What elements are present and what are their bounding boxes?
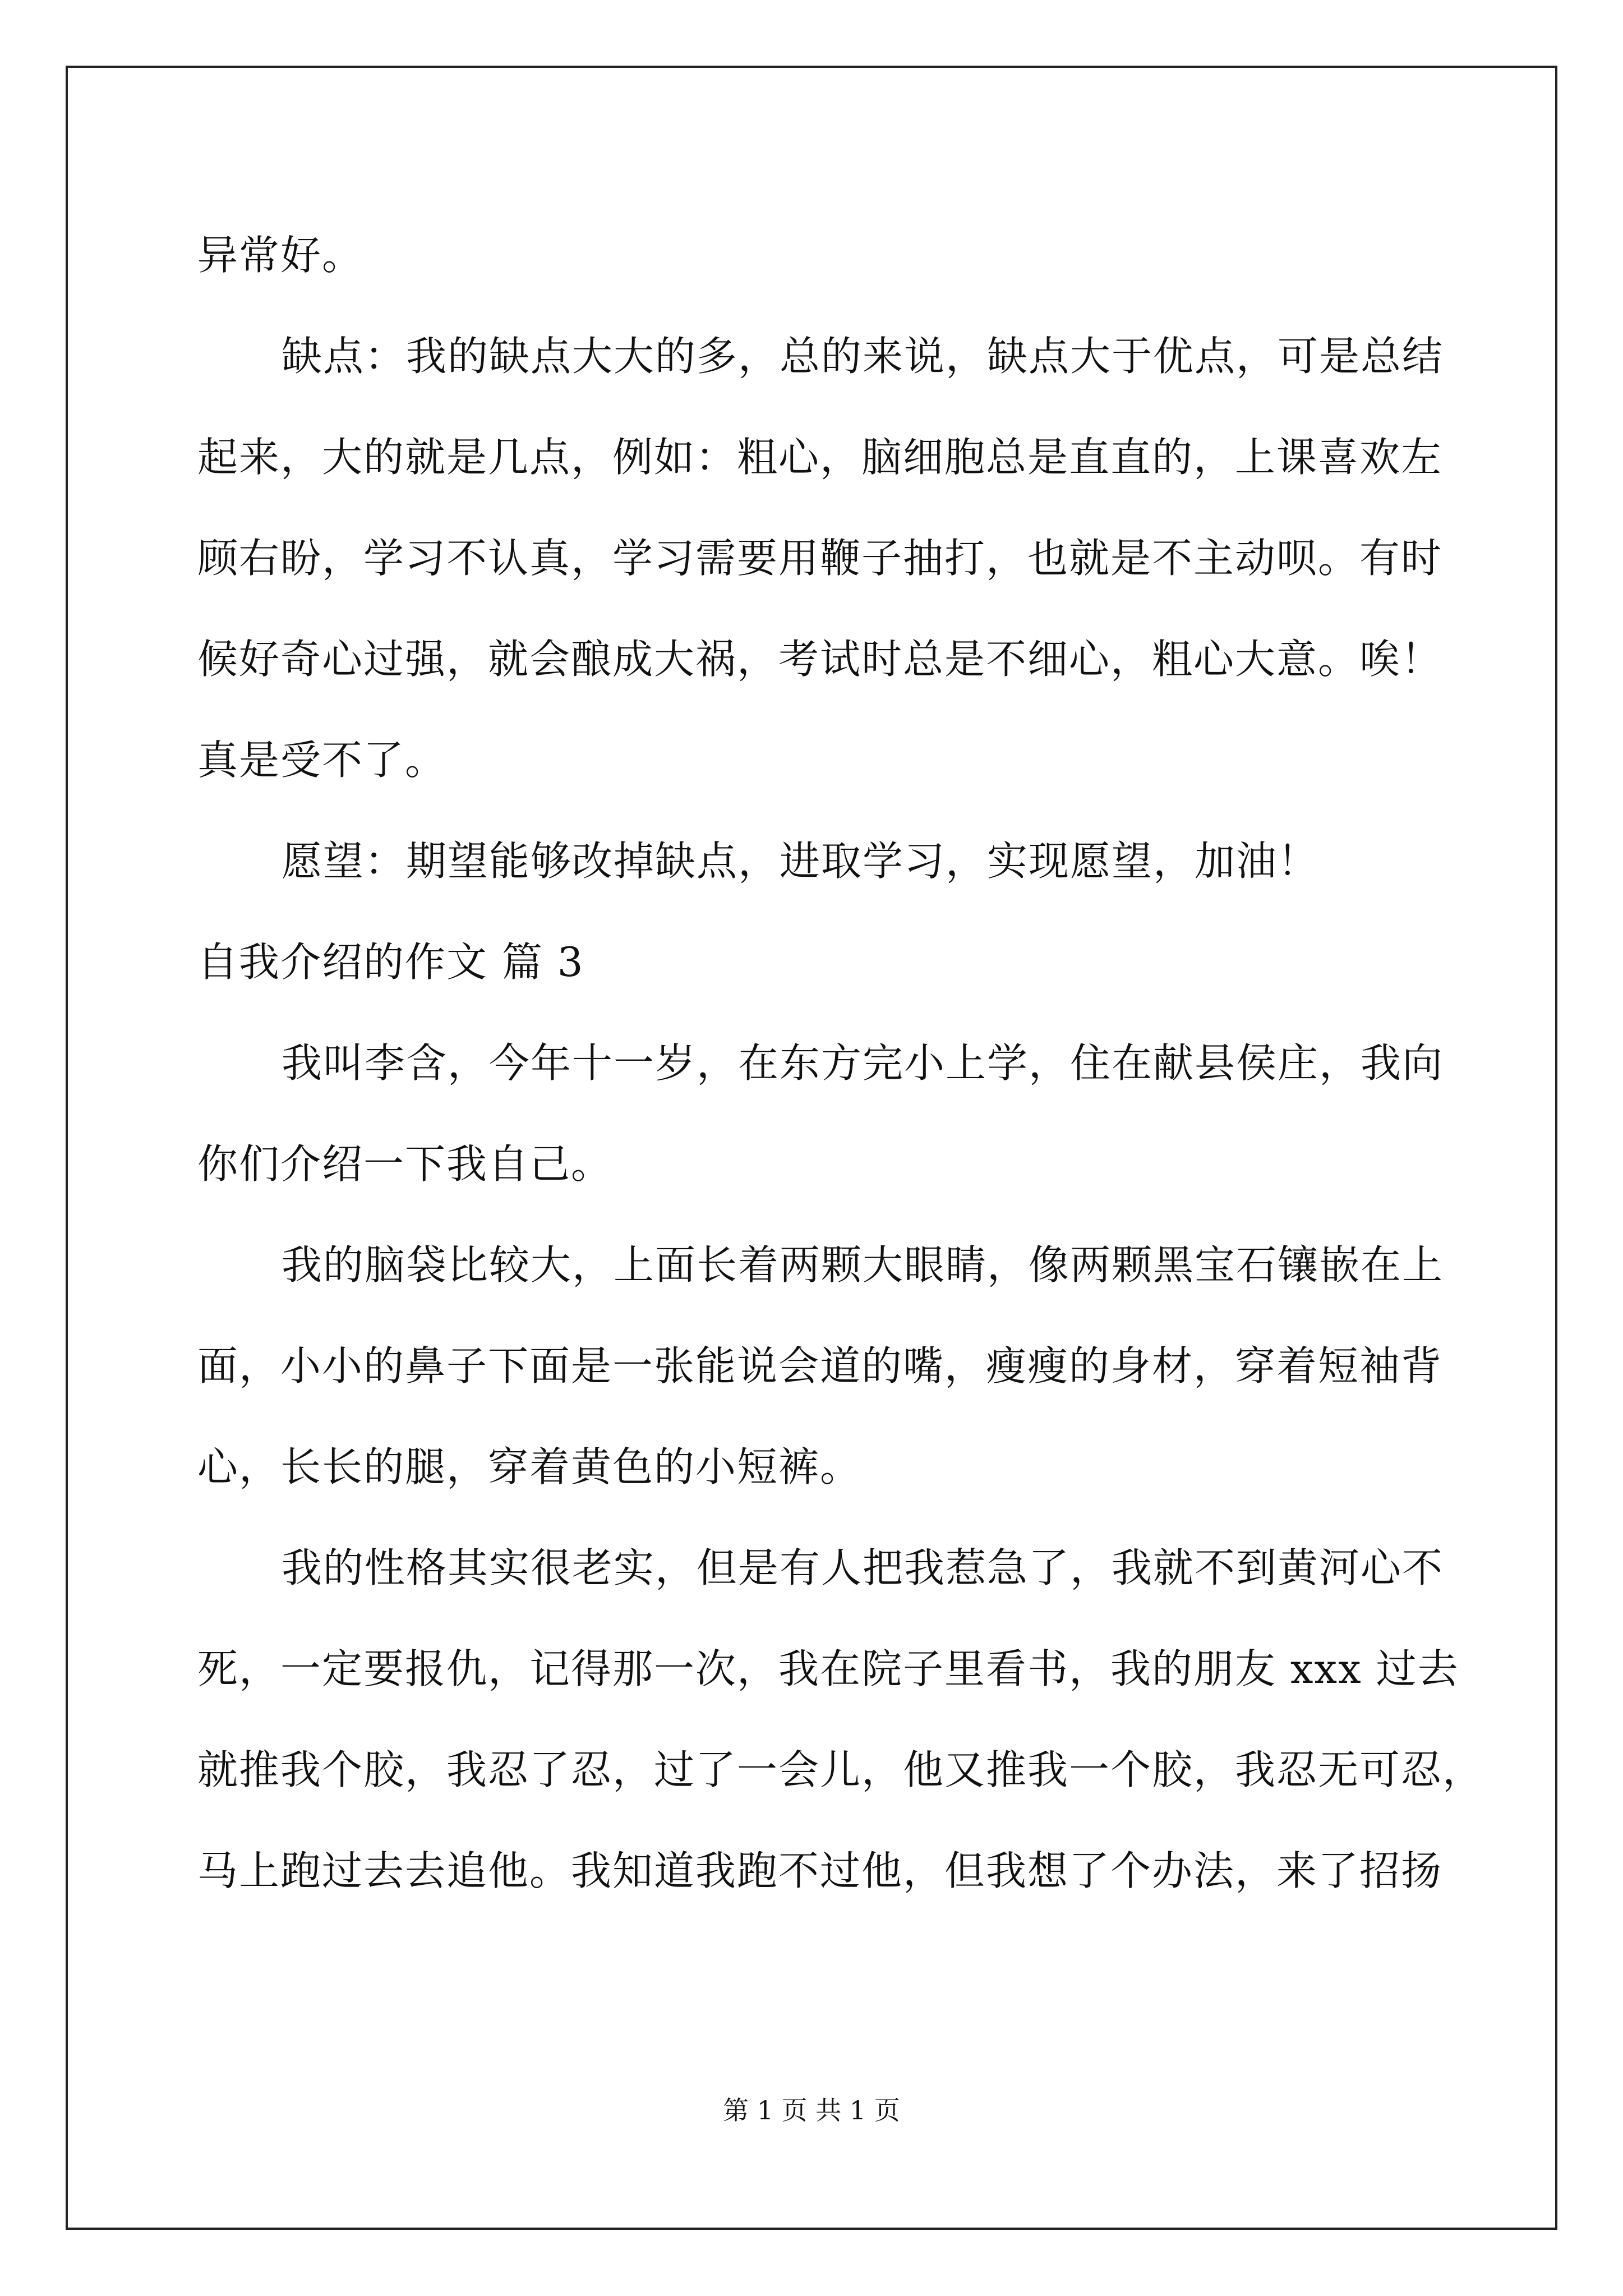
text-line-15: 死，一定要报仇，记得那一次，我在院子里看书，我的朋友 xxx 过去 (197, 1645, 1459, 1692)
text-line-1: 异常好。 (197, 232, 364, 279)
text-line-13: 心，长长的腿，穿着黄色的小短裤。 (197, 1443, 862, 1490)
text-line-2: 缺点：我的缺点大大的多，总的来说，缺点大于优点，可是总结 (282, 333, 1444, 380)
text-line-16: 就推我个胶，我忍了忍，过了一会儿，他又推我一个胶，我忍无可忍， (197, 1746, 1484, 1793)
text-line-14: 我的性格其实很老实，但是有人把我惹急了，我就不到黄河心不 (282, 1544, 1444, 1591)
page-footer: 第 1 页 共 1 页 (723, 2095, 900, 2125)
text-line-5: 候好奇心过强，就会酿成大祸，考试时总是不细心，粗心大意。唉！ (197, 636, 1443, 683)
text-line-7: 愿望：期望能够改掉缺点，进取学习，实现愿望，加油！ (282, 838, 1320, 885)
document-body (197, 205, 1484, 1921)
text-line-17: 马上跑过去去追他。我知道我跑不过他，但我想了个办法，来了招扬 (197, 1847, 1443, 1894)
text-line-11: 我的脑袋比较大，上面长着两颗大眼睛，像两颗黑宝石镶嵌在上 (282, 1241, 1444, 1289)
text-line-6: 真是受不了。 (197, 737, 447, 784)
text-line-10: 你们介绍一下我自己。 (197, 1140, 613, 1188)
text-line-9: 我叫李含，今年十一岁，在东方完小上学，住在献县侯庄，我向 (282, 1039, 1444, 1087)
section-heading: 自我介绍的作文 篇 3 (197, 938, 584, 986)
text-line-4: 顾右盼，学习不认真，学习需要用鞭子抽打，也就是不主动呗。有时 (197, 535, 1443, 582)
text-line-3: 起来，大的就是几点，例如：粗心，脑细胞总是直直的，上课喜欢左 (197, 434, 1443, 481)
text-line-12: 面，小小的鼻子下面是一张能说会道的嘴，瘦瘦的身材，穿着短袖背 (197, 1342, 1443, 1389)
